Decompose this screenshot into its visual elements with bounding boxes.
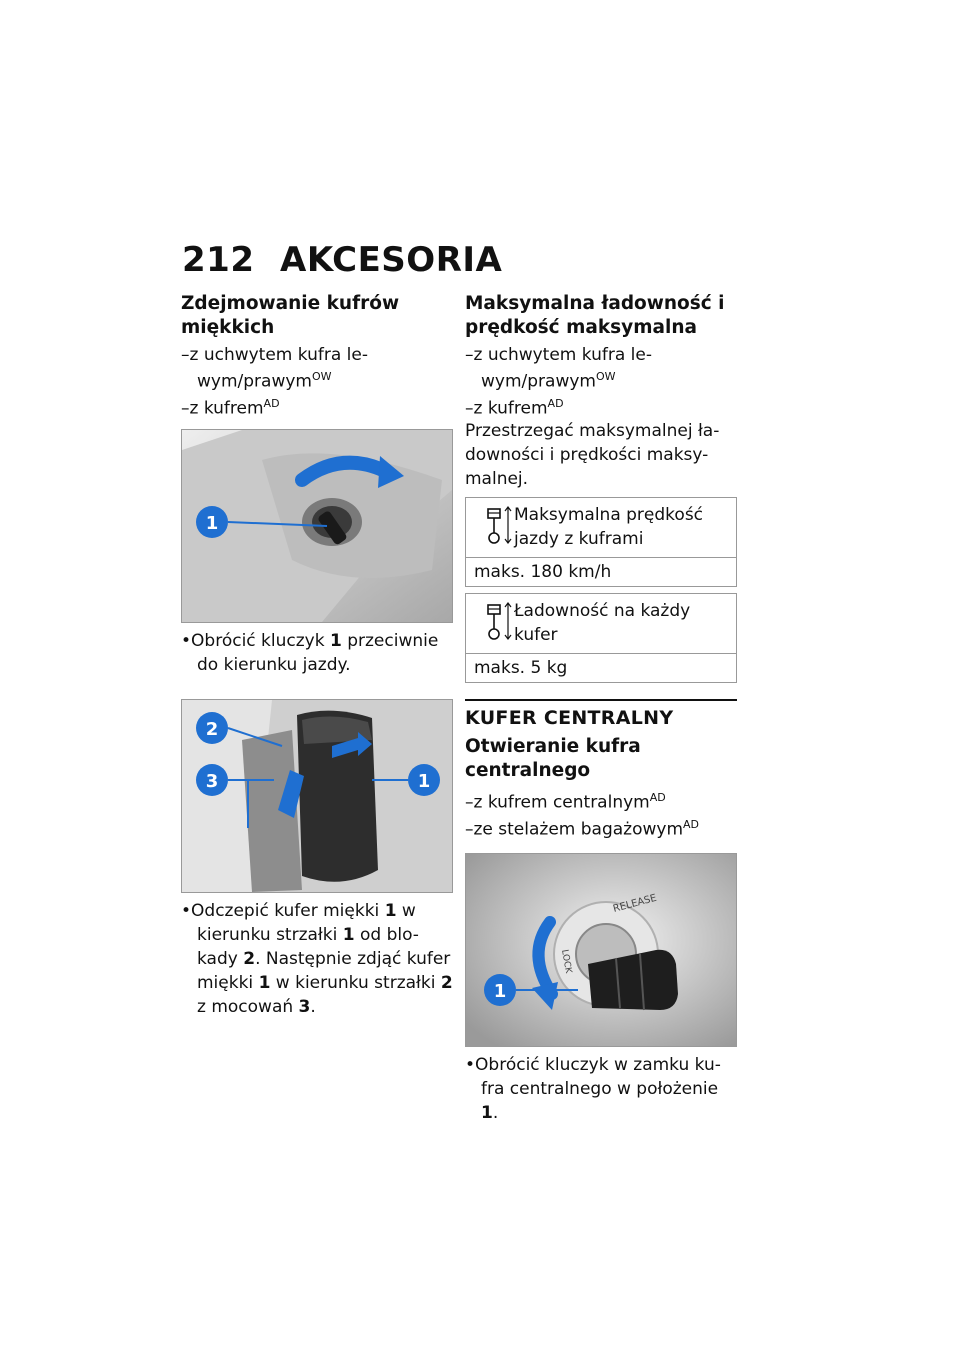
sub-heading: Otwieranie kufra centralnego	[465, 736, 641, 782]
callout-label: 1	[493, 980, 507, 1002]
callout-label: 3	[205, 771, 219, 793]
spec-value: maks. 5 kg	[474, 658, 568, 679]
right-column	[465, 292, 737, 1125]
step-rotate-key: •Obrócić kluczyk 1 przeciwnie do kierunku jazdy.	[181, 631, 439, 676]
spec-max-speed	[465, 497, 737, 587]
callout-label: 2	[205, 719, 219, 741]
page-header	[182, 240, 502, 280]
condition-item: –z uchwytem kufra le-wym/prawym$^{OW}$	[465, 345, 652, 392]
left-column	[181, 292, 453, 1019]
spec-label: Maksymalna prędkość jazdy z kuframi	[514, 505, 704, 550]
callout-label: 1	[417, 771, 431, 793]
condition-item: –z uchwytem kufra le-wym/prawym$^{OW}$	[181, 345, 368, 392]
spec-label: Ładowność na każdy kufer	[514, 601, 691, 646]
step-rotate-topcase-key: •Obrócić kluczyk w zamku ku-fra centralnego w położenie 1.	[465, 1054, 721, 1123]
section-title: AKCESORIA	[280, 240, 503, 280]
release-label: RELEASE	[611, 892, 658, 915]
page-number: 212	[182, 240, 255, 280]
max-load-paragraph: Przestrzegać maksymalnej ła-downości i prędkości maksy-malnej.	[465, 421, 720, 490]
figure-remove-soft-case	[181, 699, 453, 893]
step-detach-soft-case: •Odczepić kufer miękki 1 w kierunku strzałki 1 od blo-kady 2. Następnie zdjąć kufer miękki 1 w kierunku strzałki 2 z mocowań 3.	[181, 901, 453, 1018]
section-heading: KUFER CENTRALNY	[465, 707, 674, 730]
condition-item: –z kufrem$^{AD}$	[465, 396, 564, 419]
lock-label: LOCK	[559, 948, 574, 974]
condition-item: –z kufrem centralnym$^{AD}$	[465, 791, 666, 813]
callout-label: 1	[205, 513, 219, 535]
figure-key-soft-case	[181, 429, 453, 623]
tire-pressure-icon	[474, 503, 514, 549]
tire-pressure-icon	[474, 599, 514, 645]
condition-item: –ze stelażem bagażowym$^{AD}$	[465, 817, 700, 840]
condition-item: –z kufrem$^{AD}$	[181, 396, 280, 419]
left-heading: Zdejmowanie kufrów miękkich	[181, 293, 400, 338]
figure-topcase-lock	[465, 853, 737, 1047]
spec-value: maks. 180 km/h	[474, 562, 612, 583]
right-heading: Maksymalna ładowność i prędkość maksymalna	[465, 293, 725, 338]
spec-max-load	[465, 593, 737, 683]
section-divider	[465, 699, 737, 701]
